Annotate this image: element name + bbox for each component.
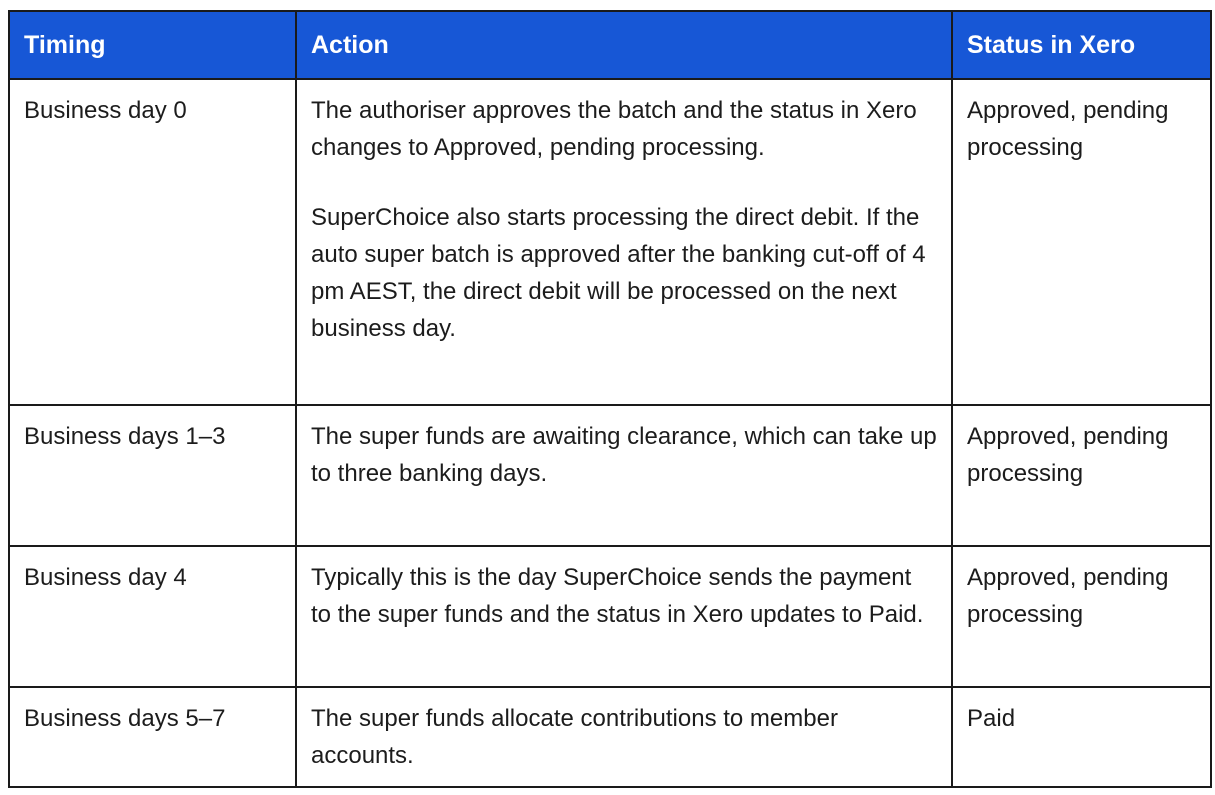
table-row: [9, 687, 1211, 787]
header-status-in-xero: Status in Xero: [952, 11, 1211, 79]
header-action: Action: [296, 11, 952, 79]
cell-status: Paid: [952, 687, 1211, 787]
table-row: [9, 546, 1211, 687]
cell-action: [296, 405, 952, 546]
cell-timing: Business day 4: [9, 546, 296, 687]
cell-status: Approved, pending processing: [952, 546, 1211, 687]
action-paragraph: The super funds are awaiting clearance, which can take up to three banking days.: [311, 423, 937, 487]
cell-timing: Business days 1–3: [9, 405, 296, 546]
cell-timing: Business day 0: [9, 79, 296, 405]
cell-action: [296, 546, 952, 687]
table-row: [9, 405, 1211, 546]
cell-timing: Business days 5–7: [9, 687, 296, 787]
header-timing: Timing: [9, 11, 296, 79]
table-header-row: [9, 11, 1211, 79]
superchoice-timeline-table: [8, 10, 1212, 788]
cell-status: Approved, pending processing: [952, 79, 1211, 405]
action-paragraph: The authoriser approves the batch and the status in Xero changes to Approved, pending processing.: [311, 97, 917, 161]
action-paragraph: SuperChoice also starts processing the direct debit. If the auto super batch is approved after the banking cut-off of 4 pm AEST, the direct debit will be processed on the next business day.: [311, 204, 926, 342]
cell-status: Approved, pending processing: [952, 405, 1211, 546]
cell-action: [296, 79, 952, 405]
table-row: [9, 79, 1211, 405]
action-paragraph: Typically this is the day SuperChoice sends the payment to the super funds and the status in Xero updates to Paid.: [311, 564, 924, 628]
cell-action: [296, 687, 952, 787]
action-paragraph: The super funds allocate contributions to member accounts.: [311, 705, 838, 769]
